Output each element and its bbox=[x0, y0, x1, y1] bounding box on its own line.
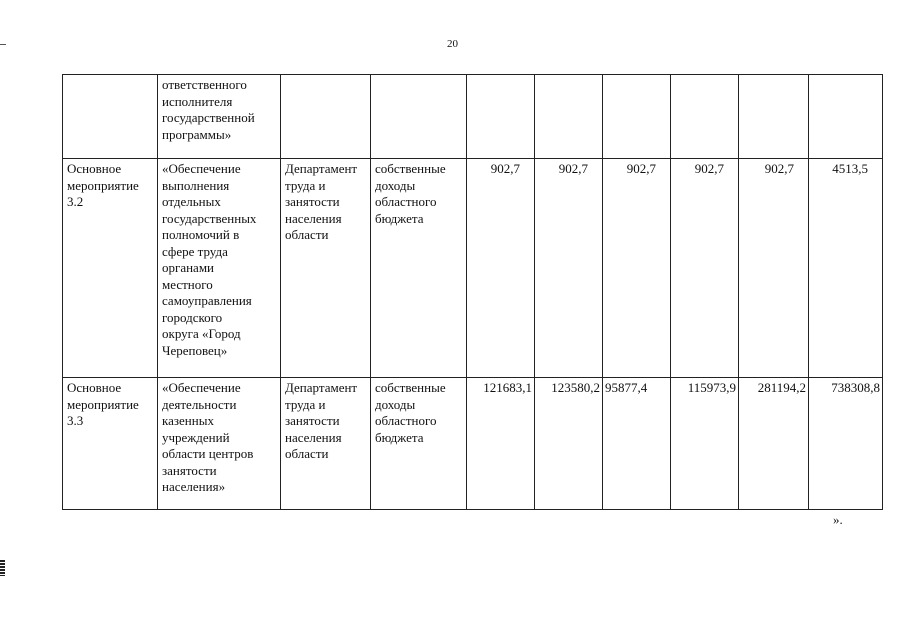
value-cell: 902,7 bbox=[603, 159, 671, 378]
activity-cell: Основное мероприятие 3.2 bbox=[63, 159, 158, 378]
value-cell bbox=[739, 75, 809, 159]
value-cell bbox=[467, 75, 535, 159]
table-row bbox=[63, 378, 883, 510]
page-number: 20 bbox=[447, 38, 458, 50]
source-cell: собственные доходы областного бюджета bbox=[371, 378, 467, 510]
value-cell: 95877,4 bbox=[603, 378, 671, 510]
value-cell: 123580,2 bbox=[535, 378, 603, 510]
table-row bbox=[63, 75, 883, 159]
executor-cell bbox=[281, 75, 371, 159]
value-cell: 121683,1 bbox=[467, 378, 535, 510]
description-cell: «Обеспечение деятельности казенных учреждений области центров занятости населения» bbox=[158, 378, 281, 510]
source-cell: собственные доходы областного бюджета bbox=[371, 159, 467, 378]
value-cell: 902,7 bbox=[467, 159, 535, 378]
scan-edge-mark bbox=[0, 560, 5, 576]
value-cell bbox=[603, 75, 671, 159]
description-cell: «Обеспечение выполнения отдельных государственных полномочий в сфере труда органами местного самоуправления городского округа «Город Череповец» bbox=[158, 159, 281, 378]
value-cell: 281194,2 bbox=[739, 378, 809, 510]
table-row bbox=[63, 159, 883, 378]
closing-quote-mark: ». bbox=[833, 512, 843, 527]
value-cell: 902,7 bbox=[739, 159, 809, 378]
value-cell bbox=[671, 75, 739, 159]
value-cell: 902,7 bbox=[671, 159, 739, 378]
source-cell bbox=[371, 75, 467, 159]
budget-table bbox=[62, 74, 883, 510]
executor-cell: Департамент труда и занятости населения области bbox=[281, 159, 371, 378]
total-cell: 738308,8 bbox=[809, 378, 883, 510]
activity-cell: Основное мероприятие 3.3 bbox=[63, 378, 158, 510]
description-cell: ответственного исполнителя государственной программы» bbox=[158, 75, 281, 159]
executor-cell: Департамент труда и занятости населения области bbox=[281, 378, 371, 510]
value-cell: 115973,9 bbox=[671, 378, 739, 510]
value-cell bbox=[535, 75, 603, 159]
activity-cell bbox=[63, 75, 158, 159]
total-cell bbox=[809, 75, 883, 159]
value-cell: 902,7 bbox=[535, 159, 603, 378]
total-cell: 4513,5 bbox=[809, 159, 883, 378]
